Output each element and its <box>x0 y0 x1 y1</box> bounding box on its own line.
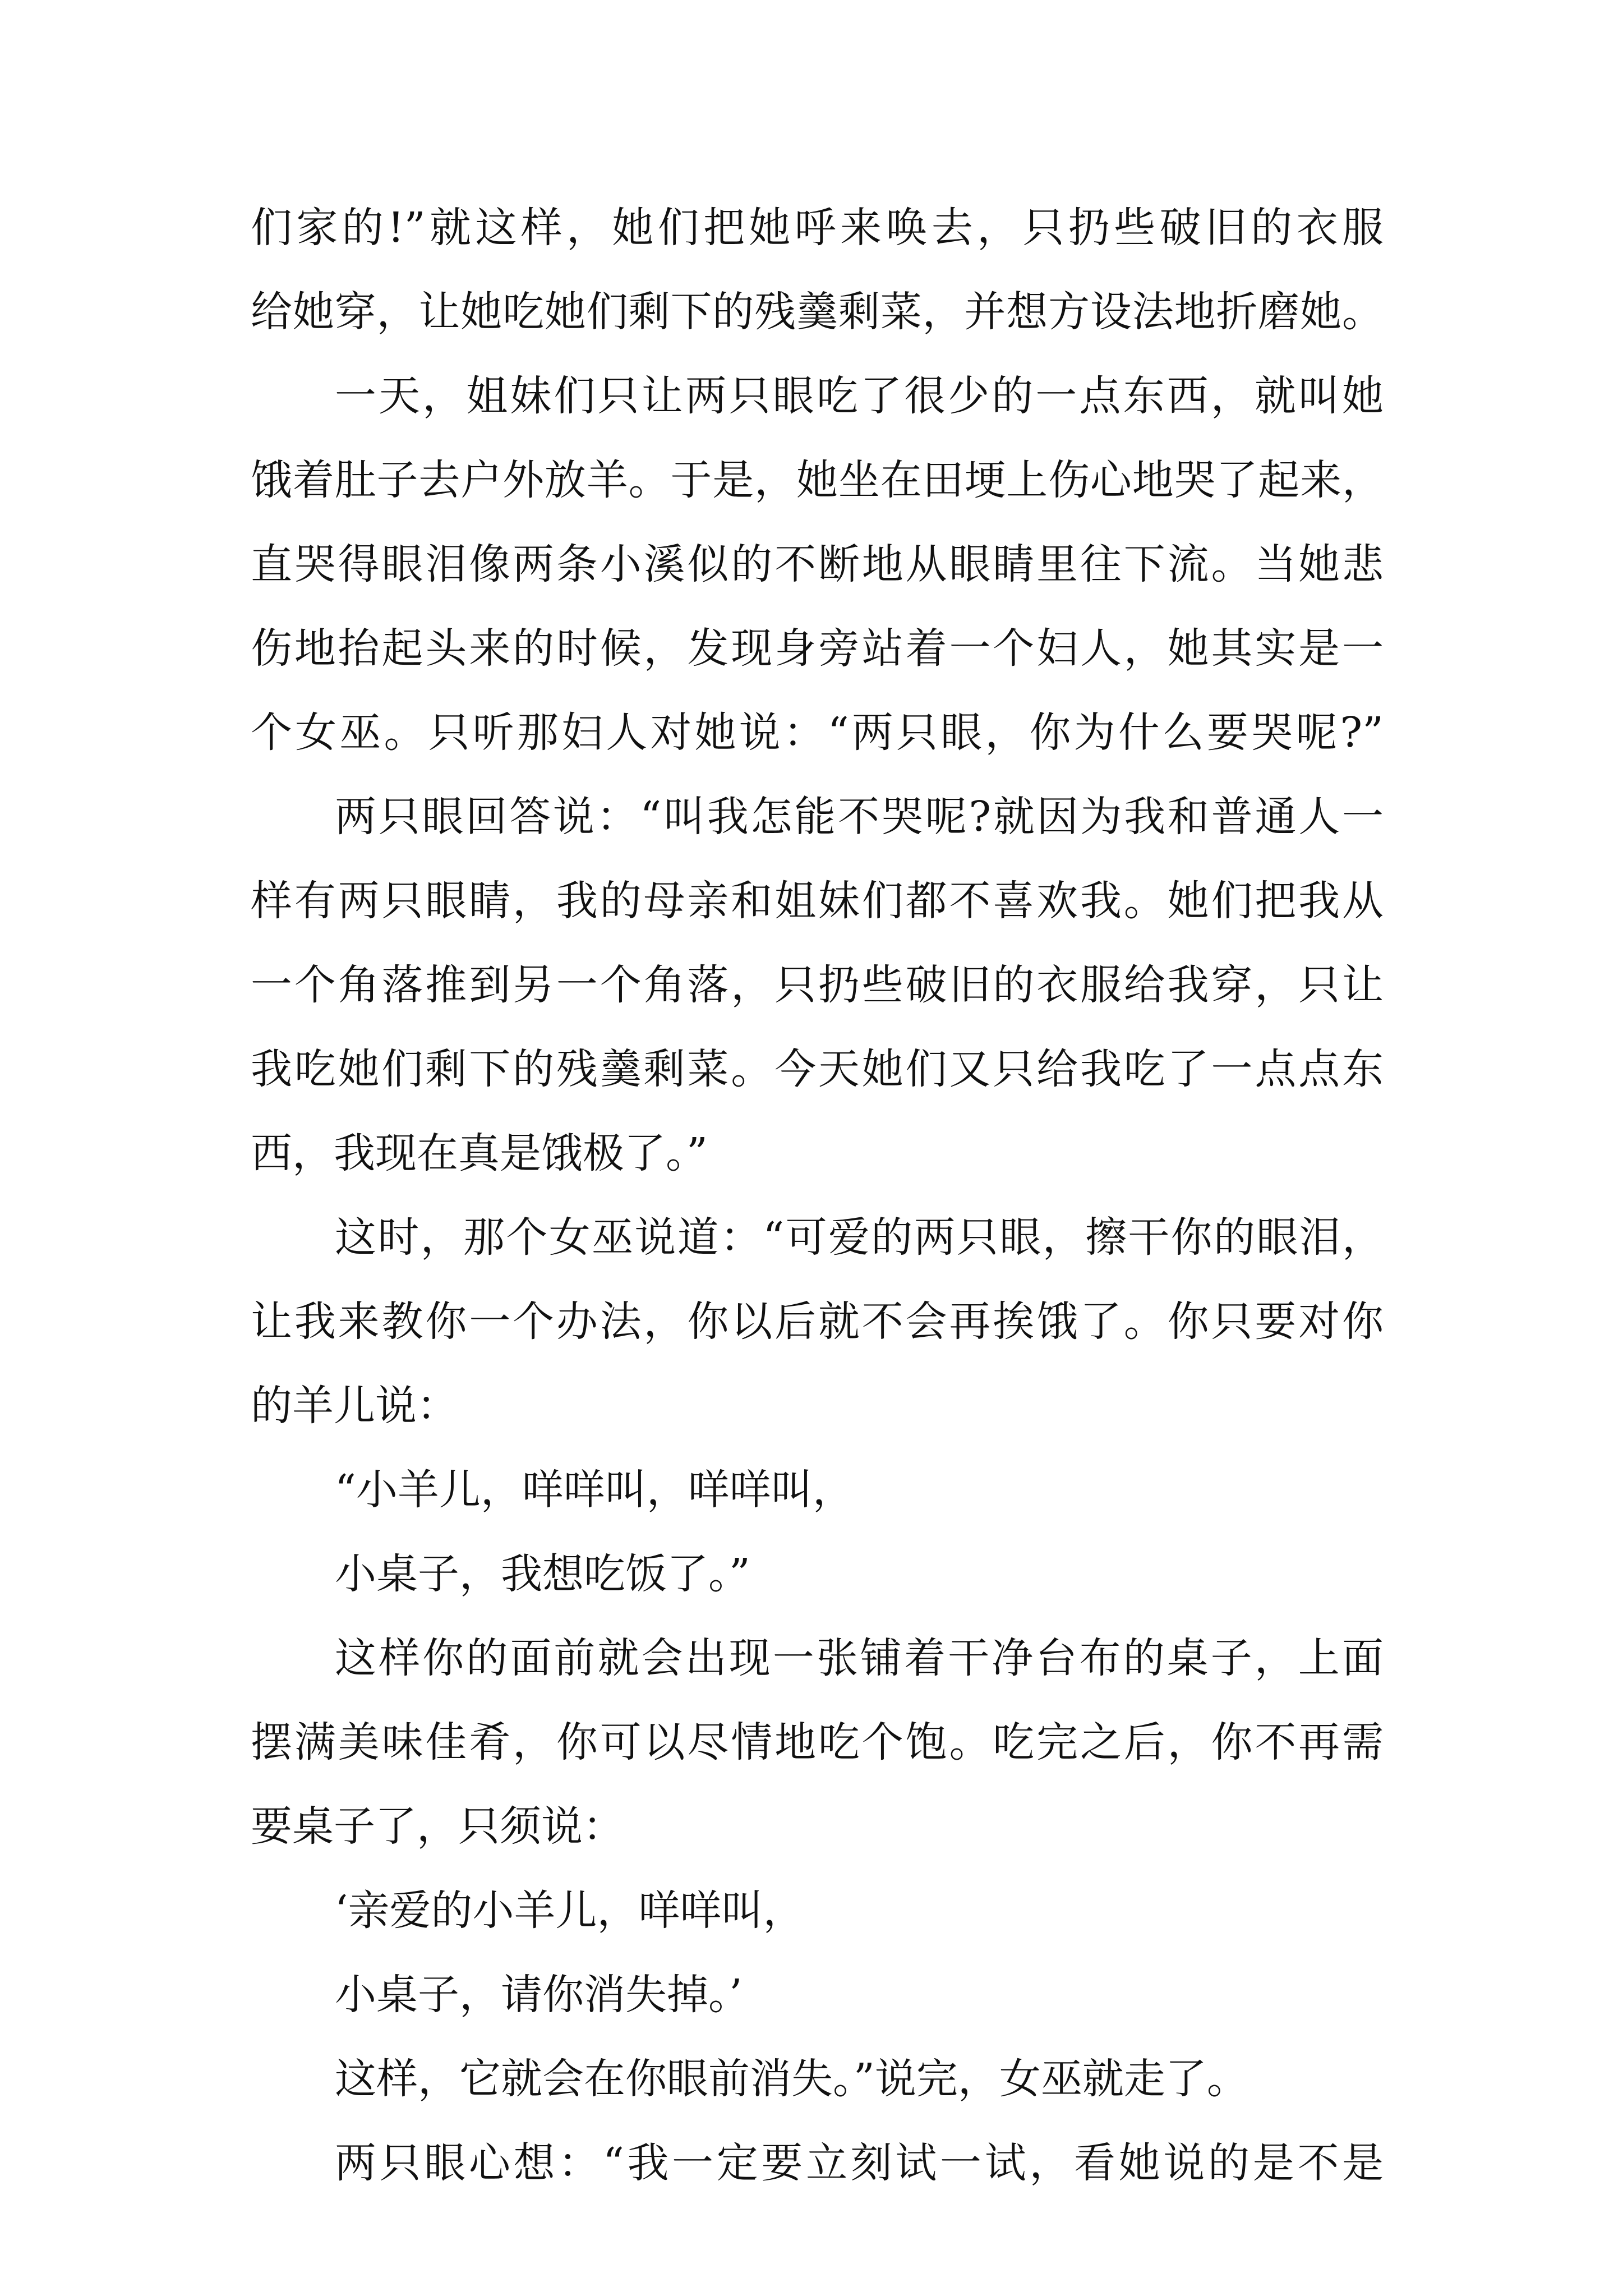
text-line: 要桌子了，只须说： <box>251 1802 624 1851</box>
paragraph-start-line: 一天，姐妹们只让两只眼吃了很少的一点东西，就叫她 <box>335 372 1384 420</box>
text-line: 伤地抬起头来的时候，发现身旁站着一个妇人，她其实是一 <box>251 624 1384 673</box>
paragraph-start-line: 这时，那个女巫说道：“可爱的两只眼，擦干你的眼泪， <box>335 1213 1384 1262</box>
text-line: 给她穿，让她吃她们剩下的残羹剩菜，并想方设法地折磨她。 <box>251 288 1384 336</box>
verse-line: 小桌子，请你消失掉。’ <box>335 1971 743 2019</box>
text-line: 一个角落推到另一个角落，只扔些破旧的衣服给我穿，只让 <box>251 961 1384 1009</box>
paragraph-start-line: 这样你的面前就会出现一张铺着干净台布的桌子，上面 <box>335 1634 1384 1682</box>
verse-line: 小桌子，我想吃饭了。” <box>335 1550 750 1598</box>
text-line: 摆满美味佳肴，你可以尽情地吃个饱。吃完之后，你不再需 <box>251 1718 1384 1766</box>
paragraph-start-line: 两只眼心想：“我一定要立刻试一试，看她说的是不是 <box>335 2139 1384 2187</box>
verse-line: ‘亲爱的小羊儿，咩咩叫， <box>335 1887 805 1935</box>
text-line: 直哭得眼泪像两条小溪似的不断地从眼睛里往下流。当她悲 <box>251 540 1384 588</box>
text-line: 个女巫。只听那妇人对她说：“两只眼，你为什么要哭呢?” <box>251 708 1384 757</box>
text-line: 饿着肚子去户外放羊。于是，她坐在田埂上伤心地哭了起来， <box>251 456 1384 504</box>
text-line: 们家的!”就这样，她们把她呼来唤去，只扔些破旧的衣服 <box>251 204 1384 252</box>
text-line: 我吃她们剩下的残羹剩菜。今天她们又只给我吃了一点点东 <box>251 1045 1384 1093</box>
text-line: 西，我现在真是饿极了。” <box>251 1129 708 1177</box>
text-line: 样有两只眼睛，我的母亲和姐妹们都不喜欢我。她们把我从 <box>251 877 1384 925</box>
paragraph-start-line: 两只眼回答说：“叫我怎能不哭呢?就因为我和普通人一 <box>335 793 1384 841</box>
text-line: 让我来教你一个办法，你以后就不会再挨饿了。你只要对你 <box>251 1297 1384 1346</box>
verse-line: “小羊儿，咩咩叫，咩咩叫， <box>335 1466 854 1514</box>
text-line: 的羊儿说： <box>251 1382 458 1430</box>
paragraph-start-line: 这样，它就会在你眼前消失。”说完，女巫就走了。 <box>335 2055 1248 2103</box>
